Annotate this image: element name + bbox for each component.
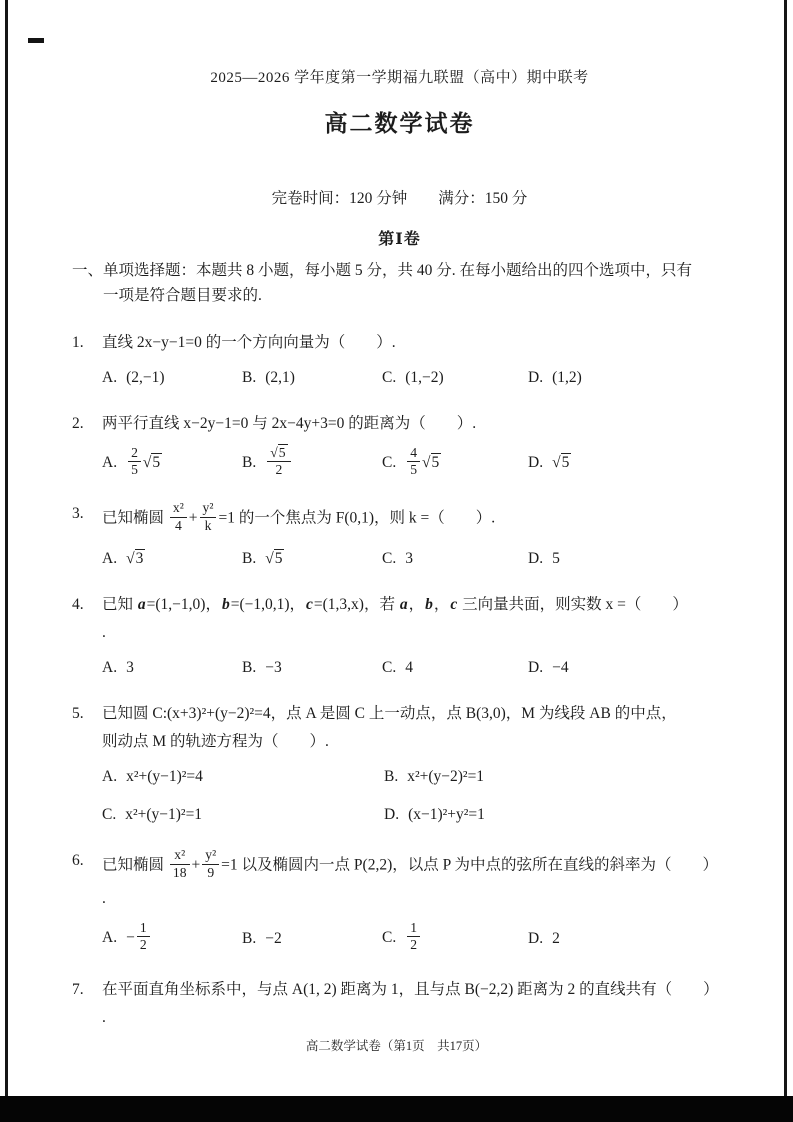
option-text: −3: [265, 659, 282, 677]
option-label: D.: [528, 368, 544, 386]
scan-edge-left: [5, 0, 8, 1122]
option-label: C.: [382, 368, 397, 386]
scan-artifact-mark: [28, 38, 44, 43]
sqrt-symbol: √5: [552, 454, 570, 472]
question: [72, 593, 727, 680]
option-label: B.: [242, 454, 257, 472]
question-stem-lines: [102, 849, 727, 911]
question: [72, 412, 727, 481]
option-text: 2: [552, 929, 560, 947]
option-text: 5: [552, 550, 560, 568]
option-label: B.: [242, 929, 257, 947]
instructions-line-2: 一项是符合题目要求的.: [103, 286, 262, 304]
option-C: [382, 547, 528, 571]
question-number: 4.: [72, 596, 84, 614]
option-A: [102, 765, 384, 789]
option-D: [528, 547, 727, 571]
option-label: A.: [102, 550, 118, 568]
question-body: [102, 412, 727, 481]
sqrt-symbol: √3: [126, 550, 144, 568]
fraction: $\frac{\text{y²}}{k}$: [200, 500, 217, 534]
option-text: (1,2): [552, 368, 582, 386]
option-label: B.: [242, 550, 257, 568]
option-label: D.: [384, 806, 400, 824]
fraction: $\frac{4}{5}$: [407, 445, 420, 479]
fraction: $\frac{1}{2}$: [137, 920, 150, 954]
option-text: (1,−2): [405, 368, 444, 386]
option-text: (2,−1): [126, 368, 165, 386]
option-text: [265, 549, 284, 567]
option-text: − $\frac{1}{2}$: [126, 929, 152, 946]
question-body: [102, 849, 727, 955]
option-text: −4: [552, 659, 569, 677]
option-C: [382, 656, 528, 680]
question-stem: 已知 a=(1,−1,0)，b=(−1,0,1)，c=(1,3,x)，若 a，b，c 三向量共面，则实数 x =（ ）: [102, 596, 688, 614]
question-list: [72, 331, 727, 1030]
option-label: D.: [528, 550, 544, 568]
question-options: [102, 366, 727, 390]
option-D: [528, 366, 727, 390]
option-label: A.: [102, 929, 118, 947]
option-B: [242, 366, 382, 390]
option-text: [405, 919, 422, 953]
option-B: [242, 656, 382, 680]
vector-variable: b: [425, 596, 433, 614]
sqrt-symbol: √5: [270, 444, 286, 460]
question-stem: 已知圆 C:(x+3)²+(y−2)²=4，点 A 是圆 C 上一动点，点 B(3,0)，M 为线段 AB 的中点，: [102, 705, 677, 723]
option-A: [102, 919, 242, 956]
option-label: A.: [102, 768, 118, 786]
question: [72, 331, 727, 390]
option-text: 3: [405, 550, 413, 568]
question-stem-lines: [102, 978, 727, 1030]
vector-variable: c: [450, 596, 458, 614]
option-text: x²+(y−1)²=4: [126, 768, 203, 786]
exam-session-line: 2025—2026 学年度第一学期福九联盟（高中）期中联考: [210, 70, 589, 86]
sqrt-symbol: √5: [142, 454, 161, 472]
question-stem: 已知椭圆 $\frac{\text{x²}}{18}$ + $\frac{\text{y²}}{9}$ =1 以及椭圆内一点 P(2,2)，以点 P 为中点的弦所在直线的斜率为（ ）: [102, 847, 719, 880]
question-options: [102, 765, 727, 827]
vector-variable: b: [221, 596, 230, 614]
part-one-instructions: [72, 259, 727, 309]
option-text: [405, 444, 441, 477]
option-B: [384, 765, 727, 789]
question-options: [102, 919, 727, 956]
question-number: 7.: [72, 980, 84, 998]
option-text: −2: [265, 929, 282, 947]
option-A: [102, 366, 242, 390]
option-label: D.: [528, 659, 544, 677]
question: [72, 702, 727, 827]
fraction: $\frac{\text{x²}}{18}$: [170, 847, 190, 881]
instructions-line-1: 一、单项选择题：本题共 8 小题，每小题 5 分，共 40 分. 在每小题给出的四个选项中，只有: [72, 262, 693, 279]
vector-variable: c: [306, 596, 313, 614]
question: [72, 502, 727, 571]
option-text: [552, 453, 571, 471]
question-number: 6.: [72, 852, 84, 870]
question-stem: 则动点 M 的轨迹方程为（ ）.: [102, 733, 329, 751]
option-text: x²+(y−1)²=1: [125, 806, 203, 824]
question-stem: .: [102, 1008, 106, 1026]
question-stem-lines: [102, 502, 727, 536]
vector-variable: a: [137, 596, 146, 614]
option-label: C.: [382, 929, 397, 947]
question-number: 3.: [72, 505, 84, 523]
page-content: [72, 66, 727, 1030]
question-stem: 两平行直线 x−2y−1=0 与 2x−4y+3=0 的距离为（ ）.: [102, 414, 477, 432]
scan-edge-right: [784, 0, 787, 1122]
option-text: [126, 444, 162, 477]
question-stem-lines: [102, 702, 727, 754]
option-label: D.: [528, 454, 544, 472]
paper-title: 高二数学试卷: [324, 111, 475, 136]
question-body: [102, 978, 727, 1030]
option-text: x²+(y−2)²=1: [407, 768, 485, 786]
option-C: [382, 366, 528, 390]
question-body: [102, 331, 727, 390]
page-footer: 高二数学试卷（第1页 共17页）: [305, 1039, 488, 1053]
question-stem-lines: [102, 593, 727, 645]
option-C: [102, 803, 384, 827]
question-stem: .: [102, 624, 106, 642]
question: [72, 978, 727, 1030]
option-D: [528, 656, 727, 680]
option-text: (x−1)²+y²=1: [408, 806, 485, 824]
exam-duration-score: 完卷时间：120 分钟 满分：150 分: [271, 190, 528, 207]
option-B: [242, 927, 382, 951]
fraction: $\frac{2}{5}$: [128, 445, 141, 479]
fraction: $\frac{\text{y²}}{9}$: [202, 847, 219, 881]
fraction: $\frac{√5}{2}$: [267, 445, 290, 479]
option-label: C.: [382, 454, 397, 472]
option-label: B.: [242, 659, 257, 677]
option-D: [528, 451, 727, 475]
option-text: [126, 549, 145, 567]
option-B: [242, 547, 382, 571]
question-stem: .: [102, 889, 106, 907]
question: [72, 849, 727, 955]
option-label: C.: [102, 806, 117, 824]
question-number: 1.: [72, 333, 84, 351]
question-body: [102, 502, 727, 571]
option-label: A.: [102, 368, 118, 386]
option-label: B.: [384, 768, 399, 786]
option-label: B.: [242, 368, 257, 386]
option-text: [265, 444, 292, 477]
option-label: C.: [382, 550, 397, 568]
option-A: [102, 656, 242, 680]
option-A: [102, 444, 242, 481]
question-body: [102, 593, 727, 680]
option-text: 3: [126, 659, 134, 677]
option-D: [528, 927, 727, 951]
option-text: 4: [405, 659, 413, 677]
sqrt-symbol: √5: [422, 454, 440, 472]
question-stem: 已知椭圆 $\frac{\text{x²}}{4}$ + $\frac{\text{y²}}{k}$ =1 的一个焦点为 F(0,1)，则 k =（ ）.: [102, 500, 496, 533]
sqrt-symbol: √5: [265, 550, 283, 568]
fraction: $\frac{\text{x²}}{4}$: [170, 500, 187, 534]
option-label: A.: [102, 454, 118, 472]
option-C: [382, 444, 528, 481]
option-B: [242, 444, 382, 481]
fraction: $\frac{1}{2}$: [407, 920, 420, 954]
question-stem: 在平面直角坐标系中，与点 A(1, 2) 距离为 1，且与点 B(−2,2) 距离为 2 的直线共有（ ）: [102, 980, 719, 998]
option-label: C.: [382, 659, 397, 677]
question-stem: 直线 2x−y−1=0 的一个方向向量为（ ）.: [102, 333, 396, 351]
scan-edge-bottom: [0, 1096, 793, 1122]
option-label: A.: [102, 659, 118, 677]
question-stem-lines: [102, 331, 727, 355]
question-options: [102, 656, 727, 680]
question-options: [102, 444, 727, 481]
option-text: (2,1): [265, 368, 295, 386]
option-D: [384, 803, 727, 827]
option-C: [382, 919, 528, 956]
question-body: [102, 702, 727, 827]
question-stem-lines: [102, 412, 727, 436]
question-number: 2.: [72, 414, 84, 432]
question-options: [102, 547, 727, 571]
question-number: 5.: [72, 705, 84, 723]
vector-variable: a: [399, 596, 408, 614]
option-A: [102, 547, 242, 571]
section-heading: 第Ⅰ卷: [378, 231, 421, 248]
option-label: D.: [528, 929, 544, 947]
